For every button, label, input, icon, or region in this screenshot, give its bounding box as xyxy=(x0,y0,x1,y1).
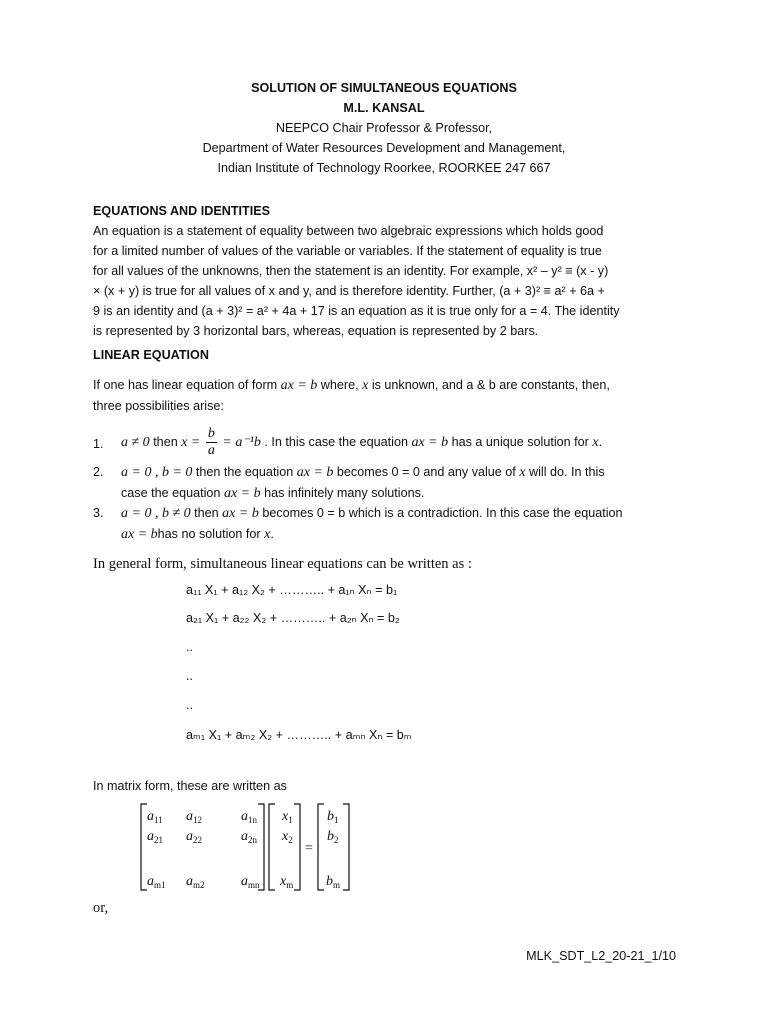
author-name: M.L. KANSAL xyxy=(343,101,425,115)
list-item-3: 3. a = 0 , b ≠ 0 then ax = b becomes 0 = b which is a contradiction. In this case the equation ax = bhas no solution for x. xyxy=(93,506,623,542)
vector-b-left-bracket xyxy=(318,804,324,890)
list-item-2: 2. a = 0 , b = 0 then the equation ax = b becomes 0 = 0 and any value of x will do. In this case the equation ax = b has infinitely many solutions. xyxy=(93,465,605,501)
document-header xyxy=(0,78,768,178)
general-form-text: In general form, simultaneous linear equations can be written as : xyxy=(93,556,472,572)
vector-b-cell-2: $b_2$ xyxy=(327,829,339,845)
matrix-cell-a12: $a_{12}$ xyxy=(186,809,202,825)
matrix-a-right-bracket xyxy=(258,804,264,890)
paragraph-line: 9 is an identity and (a + 3)² = a² + 4a + 17 is an equation as it is true only for a = 4. The identity xyxy=(93,304,620,318)
equation-row-2: a₂₁ X₁ + a₂₂ X₂ + ……….. + a₂ₙ Xₙ = b₂ xyxy=(186,611,400,625)
paragraph-line: for all values of the unknowns, then the statement is an identity. For example, x² – y² ≡ (x - y) xyxy=(93,264,609,278)
paragraph-line: × (x + y) is true for all values of x and y, and is therefore identity. Further, (a + 3)² ≡ a² + 6a + xyxy=(93,284,605,298)
author-institute: Indian Institute of Technology Roorkee, ROORKEE 247 667 xyxy=(217,161,551,175)
section-heading-equations-identities: EQUATIONS AND IDENTITIES xyxy=(93,204,271,218)
matrix-cell-a11: $a_{11}$ xyxy=(147,809,163,825)
document-title: SOLUTION OF SIMULTANEOUS EQUATIONS xyxy=(251,81,517,95)
equation-ellipsis-3: .. xyxy=(186,698,193,712)
or-text: or, xyxy=(93,900,109,916)
page-footer-code: MLK_SDT_L2_20-21_1/10 xyxy=(526,949,676,963)
equation-ellipsis-1: .. xyxy=(186,640,193,654)
linear-intro xyxy=(93,375,677,416)
section-heading-linear-equation: LINEAR EQUATION xyxy=(93,348,209,362)
matrix-intro-text: In matrix form, these are written as xyxy=(93,779,287,793)
paragraph-line: is represented by 3 horizontal bars, whereas, equation is represented by 2 bars. xyxy=(93,324,539,338)
vector-b-cell-1: $b_1$ xyxy=(327,809,339,825)
vector-x-cell-2: $x_2$ xyxy=(282,829,293,845)
fraction-b-over-a: $\frac{b}{a}$ xyxy=(207,426,215,458)
linear-intro-line2: three possibilities arise: xyxy=(93,399,224,413)
matrix-equals-sign: = xyxy=(305,841,313,856)
equation-row-m: aₘ₁ X₁ + aₘ₂ X₂ + ……….. + aₘₙ Xₙ = bₘ xyxy=(186,728,412,742)
matrix-cell-a1n: $a_{1n}$ xyxy=(241,809,257,825)
equation-row-1: a₁₁ X₁ + a₁₂ X₂ + ……….. + a₁ₙ Xₙ = b₁ xyxy=(186,583,398,597)
matrix-cell-am2: $a_{m2}$ xyxy=(186,874,205,890)
vector-b-right-bracket xyxy=(343,804,349,890)
matrix-cell-am1: $a_{m1}$ xyxy=(147,874,166,890)
equation-ellipsis-2: .. xyxy=(186,669,193,683)
matrix-cell-a2n: $a_{2n}$ xyxy=(241,829,257,845)
vector-x-left-bracket xyxy=(269,804,275,890)
vector-b-cell-m: $b_m$ xyxy=(326,874,341,890)
matrix-equation xyxy=(135,800,365,896)
matrix-cell-a22: $a_{22}$ xyxy=(186,829,202,845)
vector-x-cell-1: $x_1$ xyxy=(282,809,293,825)
paragraph-line: for a limited number of values of the variable or variables. If the statement of equality is true xyxy=(93,244,602,258)
matrix-cell-a21: $a_{21}$ xyxy=(147,829,163,845)
vector-x-cell-m: $x_m$ xyxy=(280,874,294,890)
linear-intro-line1: If one has linear equation of form ax = b where, x is unknown, and a & b are constants, then, xyxy=(93,378,610,393)
author-position: NEEPCO Chair Professor & Professor, xyxy=(275,121,493,135)
author-department: Department of Water Resources Development and Management, xyxy=(202,141,566,155)
matrix-cell-amn: $a_{mn}$ xyxy=(241,874,260,890)
paragraph-line: An equation is a statement of equality between two algebraic expressions which holds good xyxy=(93,224,604,238)
vector-x-right-bracket xyxy=(294,804,300,890)
list-item-1: 1. a ≠ 0 then x = $\frac{b}{a}$ = a⁻¹b . In this case the equation ax = b has a unique solution for x. xyxy=(93,426,603,458)
section-paragraph-equations xyxy=(93,221,677,341)
